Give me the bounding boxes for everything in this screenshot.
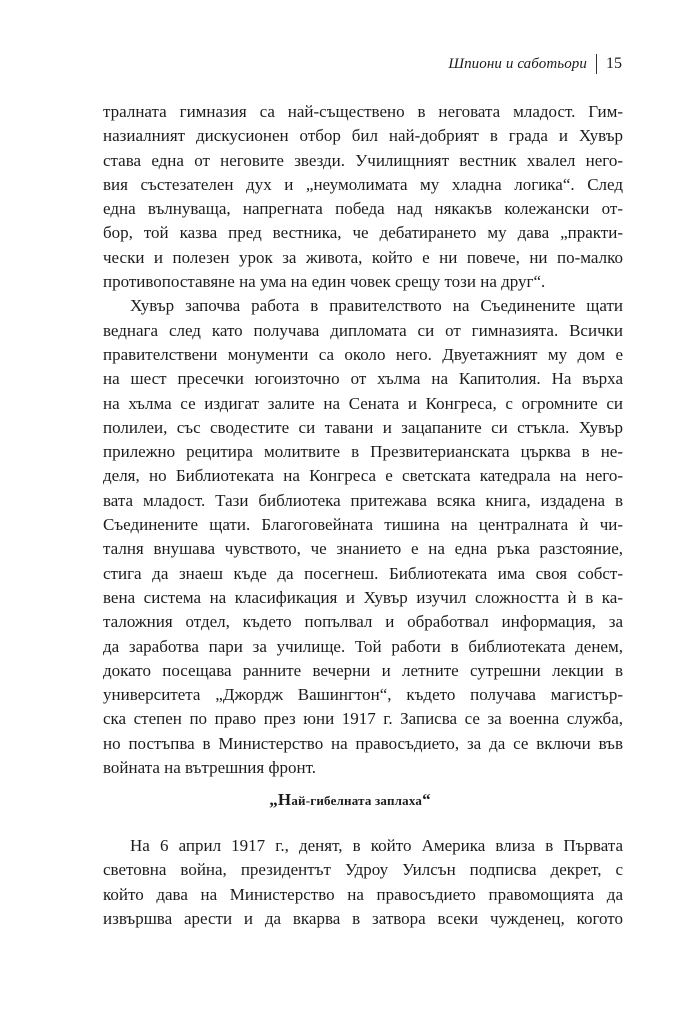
- text-line: стига да знаеш къде да посегнеш. Библиотеката има своя собст-: [103, 563, 623, 583]
- text-line: докато посещава ранните вечерни и летните сутрешни лекции в: [103, 660, 623, 680]
- text-line: университета „Джордж Вашингтон“, където получава магистър-: [103, 685, 623, 705]
- text-line: извършва арести и да вкарва в затвора всеки чужденец, когото: [103, 908, 623, 928]
- text-line: на шест пресечки югоизточно от хълма на Капитолия. На върха: [103, 369, 623, 389]
- running-head-divider: [596, 54, 597, 74]
- text-line: веднага след като получава дипломата си от гимназията. Всички: [103, 320, 623, 340]
- text-line: Съединените щати. Благоговейната тишина на централната ѝ чи-: [103, 515, 623, 535]
- paragraph: [103, 294, 623, 780]
- paragraph: [103, 834, 623, 931]
- text-line: тралната гимназия са най-съществено в неговата младост. Гим-: [103, 102, 623, 121]
- text-line: назиалният дискусионен отбор бил най-добрият в града и Хувър: [103, 126, 623, 146]
- running-head: [448, 53, 622, 75]
- running-title: Шпиони и саботьори: [448, 55, 587, 72]
- text-line: който дава на Министерство на правосъдието правомощията да: [103, 884, 623, 904]
- text-line: чески и полезен урок за живота, който е ни повече, ни по-малко: [103, 247, 623, 267]
- section-heading-open: „Н: [269, 790, 292, 809]
- section-heading-close: “: [422, 790, 431, 809]
- text-line: таложния отдел, където попълвал и обработвал информация, за: [103, 612, 623, 632]
- text-line: войната на вътрешния фронт.: [103, 758, 316, 778]
- text-line: една вълнуваща, напрегната победа над някакъв колежански от-: [103, 199, 623, 219]
- text-line: вата младост. Тази библиотека притежава всяка книга, издадена в: [103, 490, 623, 510]
- text-line: деля, но Библиотеката на Конгреса е светската катедрала на него-: [103, 466, 623, 486]
- page-number: 15: [606, 55, 622, 72]
- text-line: вия състезателен дух и „неумолимата му хладна логика“. След: [103, 174, 623, 194]
- text-line: прилежно рецитира молитвите в Презвитерианската църква в не-: [103, 442, 623, 462]
- section-heading: [0, 790, 700, 810]
- text-line: противопоставяне на ума на един човек срещу този на друг“.: [103, 272, 546, 292]
- text-line: на хълма се издигат залите на Сената и Конгреса, с огромните си: [103, 393, 623, 413]
- text-line: ска степен по право през юни 1917 г. Записва се за военна служба,: [103, 709, 623, 729]
- text-line: световна война, президентът Удроу Уилсън подписва декрет, с: [103, 860, 623, 880]
- text-line: да заработва пари за училище. Той работи в библиотеката денем,: [103, 636, 623, 656]
- section-body-text: [103, 834, 623, 931]
- text-line: правителствени монументи са около него. Двуетажният му дом е: [103, 344, 623, 364]
- paragraph: [103, 100, 623, 294]
- body-text: [103, 100, 623, 780]
- text-line: става една от неговите звезди. Училищният вестник хвалел него-: [103, 150, 623, 170]
- text-line: На 6 април 1917 г., денят, в който Америка влиза в Първата: [130, 836, 623, 855]
- text-line: вена система на класификация и Хувър изучил сложността ѝ в ка-: [103, 587, 623, 607]
- text-line: Хувър започва работа в правителството на Съединените щати: [130, 296, 623, 316]
- text-line: полилеи, със сводестите си тавани и зацапаните си стъкла. Хувър: [103, 417, 623, 437]
- text-line: но постъпва в Министерство на правосъдието, за да се включи във: [103, 733, 623, 753]
- text-line: талня внушава чувството, че знанието е на една ръка разстояние,: [103, 539, 623, 559]
- text-line: бор, той казва пред вестника, че дебатирането му дава „практи-: [103, 223, 623, 243]
- section-heading-rest: ай-гибелната заплаха: [291, 793, 423, 808]
